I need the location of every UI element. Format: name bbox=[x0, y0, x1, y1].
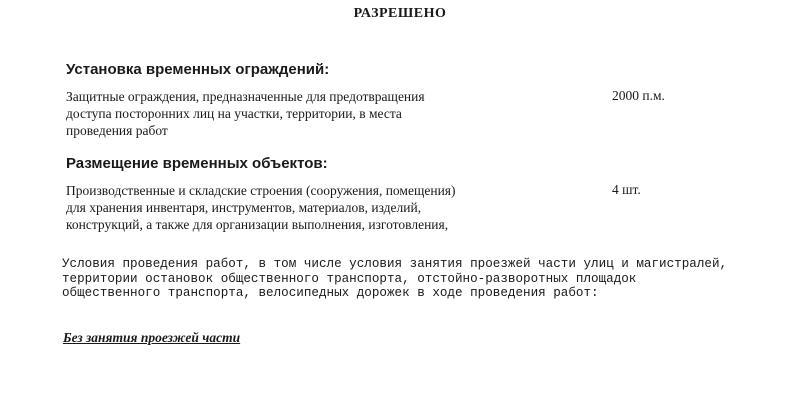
description-line: для хранения инвентаря, инструментов, материалов, изделий, bbox=[66, 200, 422, 215]
temporary-fences-quantity: 2000 п.м. bbox=[612, 88, 665, 103]
conditions-line: территории остановок общественного транспорта, отстойно-разворотных площадок bbox=[62, 271, 637, 286]
subsection-without-roadway-occupation: Без занятия проезжей части bbox=[63, 330, 241, 345]
section-heading-temporary-objects: Размещение временных объектов: bbox=[66, 155, 328, 172]
temporary-objects-description bbox=[66, 182, 456, 233]
conditions-line: общественного транспорта, велосипедных дорожек в ходе проведения работ: bbox=[62, 286, 599, 300]
description-line: проведения работ bbox=[66, 123, 168, 138]
section-heading-temporary-fences: Установка временных ограждений: bbox=[66, 61, 330, 78]
document-title: РАЗРЕШЕНО bbox=[353, 6, 447, 21]
description-line: конструкций, а также для организации выполнения, изготовления, bbox=[66, 217, 449, 232]
temporary-fences-description bbox=[66, 88, 425, 139]
temporary-objects-quantity: 4 шт. bbox=[612, 182, 641, 197]
description-line: Защитные ограждения, предназначенные для предотвращения bbox=[66, 89, 425, 104]
work-conditions-paragraph bbox=[62, 257, 727, 301]
conditions-line: Условия проведения работ, в том числе условия занятия проезжей части улиц и магистралей, bbox=[62, 257, 728, 271]
description-line: Производственные и складские строения (сооружения, помещения) bbox=[66, 183, 456, 198]
description-line: доступа посторонних лиц на участки, территории, в места bbox=[66, 106, 402, 121]
